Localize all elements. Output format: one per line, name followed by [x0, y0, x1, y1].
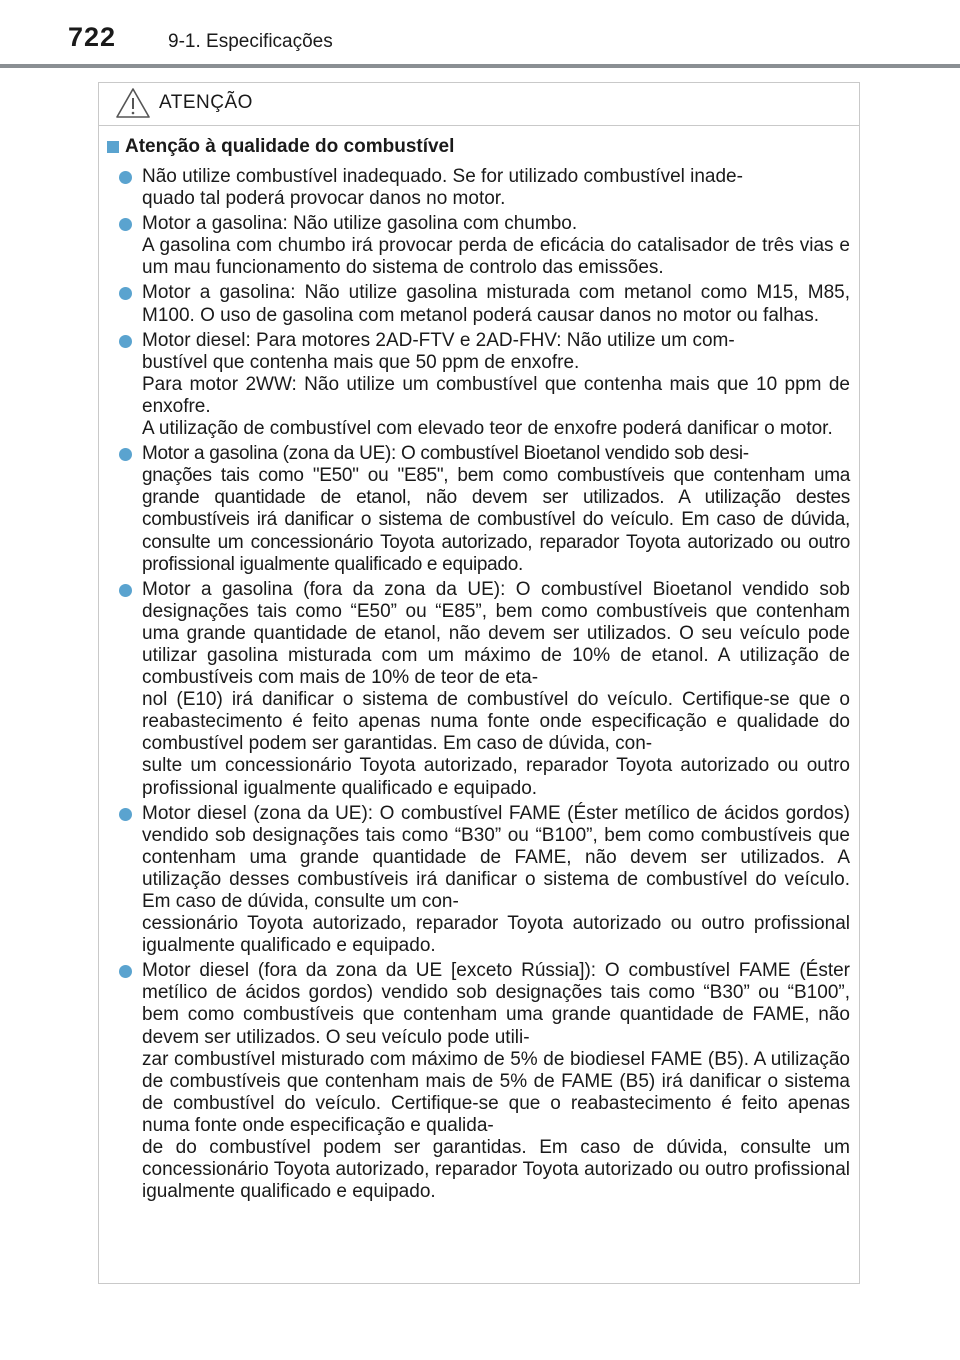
warning-box	[98, 82, 860, 1284]
warning-body	[99, 126, 859, 1203]
circle-bullet-icon	[119, 287, 132, 300]
circle-bullet-icon	[119, 171, 132, 184]
list-item	[107, 960, 851, 1203]
circle-bullet-icon	[119, 335, 132, 348]
list-item	[107, 166, 851, 210]
circle-bullet-icon	[119, 218, 132, 231]
warning-label: ATENÇÃO	[159, 92, 253, 113]
section-title: 9-1. Especificações	[168, 31, 333, 52]
circle-bullet-icon	[119, 584, 132, 597]
warning-subheading	[107, 135, 851, 159]
list-item	[107, 213, 851, 279]
list-item	[107, 282, 851, 326]
header-divider	[0, 64, 960, 68]
list-item	[107, 579, 851, 800]
circle-bullet-icon	[119, 965, 132, 978]
list-item-text: Motor diesel (fora da zona da UE [exceto Rússia]): O combustível FAME (Éster metílico de ácidos gordos) vendido sob designações tais como “B30” ou “B100”, bem como combustíveis que contenham uma grande quantidade de FAME, não devem ser utilizados. O seu veículo pode utili- zar combustível misturado com máximo de 5% de biodiesel FAME (B5). A utilização de combustíveis que contenham mais de 5% de FAME (B5) irá danificar o sistema de combustível do veículo. Certifique-se que o reabastecimento é feito apenas numa fonte onde especificação e qualida- de do combustível podem ser garantidas. Em caso de dúvida, consulte um concessionário Toyota autorizado, reparador Toyota autorizado ou outro profissional igualmente qualificado e equipado.	[142, 960, 850, 1203]
subheading-text: Atenção à qualidade do combustível	[125, 136, 455, 157]
square-bullet-icon	[107, 141, 119, 153]
page-number: 722	[68, 22, 117, 52]
list-item	[107, 330, 851, 440]
list-item	[107, 803, 851, 958]
list-item-text: Motor a gasolina (zona da UE): O combustível Bioetanol vendido sob desi- gnações tais como "E50" ou "E85", bem como combustíveis que contenham uma grande quantidade de etanol, não devem ser utilizados. A utilização destes combustíveis irá danificar o sistema de combustível do veículo. Em caso de dúvida, consulte um concessionário Toyota autorizado, reparador Toyota autorizado ou outro profissional igualmente qualificado e equipado.	[142, 443, 850, 575]
warning-triangle-icon	[115, 87, 151, 119]
list-item	[107, 443, 851, 576]
list-item-text: Motor a gasolina (fora da zona da UE): O combustível Bioetanol vendido sob designações tais como “E50” ou “E85”, bem como combustíveis que contenham uma grande quantidade de etanol, não devem ser utilizados. O seu veículo pode utilizar gasolina misturada com um máximo de 10% de etanol. A utilização de combustíveis com mais de 10% de teor de eta- nol (E10) irá danificar o sistema de combustível do veículo. Certifique-se que o reabastecimento é feito apenas numa fonte onde especificação e qualidade do combustível podem ser garantidas. Em caso de dúvida, con- sulte um concessionário Toyota autorizado, reparador Toyota autorizado ou outro profissional igualmente qualificado e equipado.	[142, 578, 850, 799]
list-item-text: Motor diesel: Para motores 2AD-FTV e 2AD-FHV: Não utilize um com- bustível que contenha mais que 50 ppm de enxofre. Para motor 2WW: Não utilize um combustível que contenha mais que 10 ppm de enxofre. A utilização de combustível com elevado teor de enxofre poderá danificar o motor.	[142, 329, 850, 440]
warning-header	[99, 83, 859, 126]
list-item-text: Não utilize combustível inadequado. Se for utilizado combustível inade- quado tal poderá provocar danos no motor.	[142, 166, 743, 210]
circle-bullet-icon	[119, 808, 132, 821]
list-item-text: Motor a gasolina: Não utilize gasolina misturada com metanol como M15, M85, M100. O uso de gasolina com metanol poderá causar danos no motor ou falhas.	[142, 282, 850, 326]
warning-list	[107, 166, 851, 1203]
list-item-text: Motor diesel (zona da UE): O combustível FAME (Éster metílico de ácidos gordos) vendido sob designações tais como “B30” ou “B100”, bem como combustíveis que contenham uma grande quantidade de FAME, não devem ser utilizados. A utilização desses combustíveis irá danificar o sistema de combustível do veículo. Em caso de dúvida, consulte um con- cessionário Toyota autorizado, reparador Toyota autorizado ou outro profissional igualmente qualificado e equipado.	[142, 802, 850, 957]
list-item-text: Motor a gasolina: Não utilize gasolina com chumbo. A gasolina com chumbo irá provocar perda de eficácia do catalisador de três vias e um mau funcionamento do sistema de controlo das emissões.	[142, 213, 850, 279]
page-header	[0, 0, 960, 70]
circle-bullet-icon	[119, 448, 132, 461]
